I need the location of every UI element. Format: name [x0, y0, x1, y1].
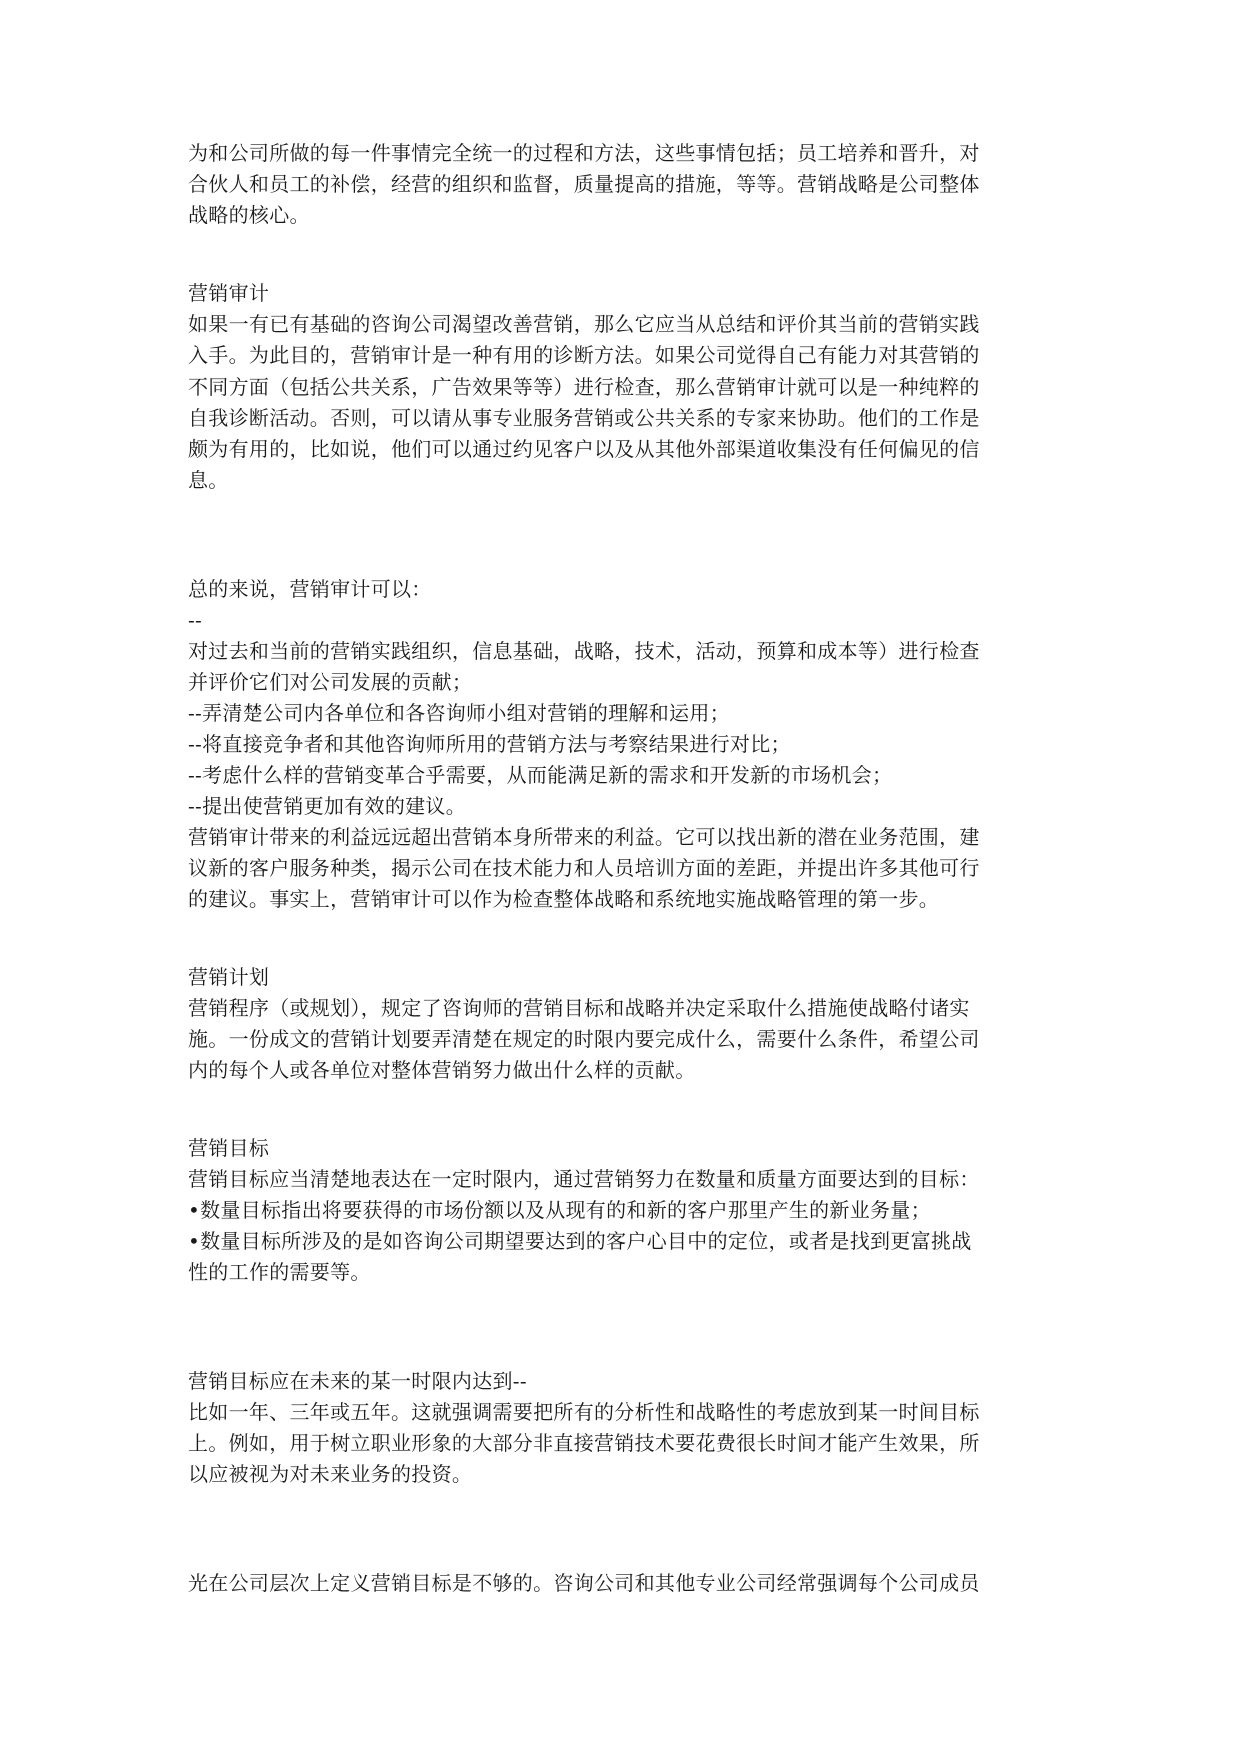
- list-item: --考虑什么样的营销变革合乎需要，从而能满足新的需求和开发新的市场机会；: [188, 763, 893, 787]
- text-line: 自我诊断活动。否则，可以请从事专业服务营销或公共关系的专家来协助。他们的工作是: [188, 406, 980, 430]
- text-line: 为和公司所做的每一件事情完全统一的过程和方法，这些事情包括；员工培养和晋升，对: [188, 141, 980, 165]
- text-line: 施。一份成文的营销计划要弄清楚在规定的时限内要完成什么，需要什么条件，希望公司: [188, 1027, 980, 1051]
- section-heading: 营销目标: [188, 1136, 270, 1160]
- text-line: 合伙人和员工的补偿，经营的组织和监督，质量提高的措施，等等。营销战略是公司整体: [188, 172, 980, 196]
- text-line: 光在公司层次上定义营销目标是不够的。咨询公司和其他专业公司经常强调每个公司成员: [188, 1571, 980, 1595]
- text-line: 如果一有已有基础的咨询公司渴望改善营销，那么它应当从总结和评价其当前的营销实践: [188, 312, 980, 336]
- list-item: --提出使营销更加有效的建议。: [188, 794, 467, 818]
- text-line: 对过去和当前的营销实践组织，信息基础，战略，技术，活动，预算和成本等）进行检查: [188, 639, 980, 663]
- text-line: 息。: [188, 468, 229, 492]
- text-line: 战略的核心。: [188, 203, 310, 227]
- text-line: 颇为有用的，比如说，他们可以通过约见客户以及从其他外部渠道收集没有任何偏见的信: [188, 437, 980, 461]
- text-line: --: [188, 608, 203, 632]
- list-item: --将直接竞争者和其他咨询师所用的营销方法与考察结果进行对比；: [188, 732, 791, 756]
- text-line: 不同方面（包括公共关系，广告效果等等）进行检查，那么营销审计就可以是一种纯粹的: [188, 375, 980, 399]
- text-line: 营销审计带来的利益远远超出营销本身所带来的利益。它可以找出新的潜在业务范围，建: [188, 825, 980, 849]
- section-heading: 营销审计: [188, 281, 270, 305]
- text-line: 性的工作的需要等。: [188, 1260, 371, 1284]
- list-item: --弄清楚公司内各单位和各咨询师小组对营销的理解和运用；: [188, 701, 730, 725]
- text-line: 营销目标应在未来的某一时限内达到--: [188, 1369, 527, 1393]
- text-line: 营销程序（或规划），规定了咨询师的营销目标和战略并决定采取什么措施使战略付诸实: [188, 996, 970, 1020]
- list-item: •数量目标所涉及的是如咨询公司期望要达到的客户心目中的定位，或者是找到更富挑战: [188, 1229, 972, 1253]
- text-line: 议新的客户服务种类，揭示公司在技术能力和人员培训方面的差距，并提出许多其他可行: [188, 856, 980, 880]
- text-line: 入手。为此目的，营销审计是一种有用的诊断方法。如果公司觉得自己有能力对其营销的: [188, 343, 980, 367]
- text-line: 的建议。事实上，营销审计可以作为检查整体战略和系统地实施战略管理的第一步。: [188, 887, 940, 911]
- list-item: •数量目标指出将要获得的市场份额以及从现有的和新的客户那里产生的新业务量；: [188, 1198, 931, 1222]
- text-line: 并评价它们对公司发展的贡献；: [188, 670, 473, 694]
- text-line: 上。例如，用于树立职业形象的大部分非直接营销技术要花费很长时间才能产生效果，所: [188, 1431, 980, 1455]
- text-line: 总的来说，营销审计可以：: [188, 577, 432, 601]
- section-heading: 营销计划: [188, 965, 270, 989]
- text-line: 内的每个人或各单位对整体营销努力做出什么样的贡献。: [188, 1058, 696, 1082]
- text-line: 营销目标应当清楚地表达在一定时限内，通过营销努力在数量和质量方面要达到的目标：: [188, 1167, 980, 1191]
- text-line: 比如一年、三年或五年。这就强调需要把所有的分析性和战略性的考虑放到某一时间目标: [188, 1400, 980, 1424]
- text-line: 以应被视为对未来业务的投资。: [188, 1462, 473, 1486]
